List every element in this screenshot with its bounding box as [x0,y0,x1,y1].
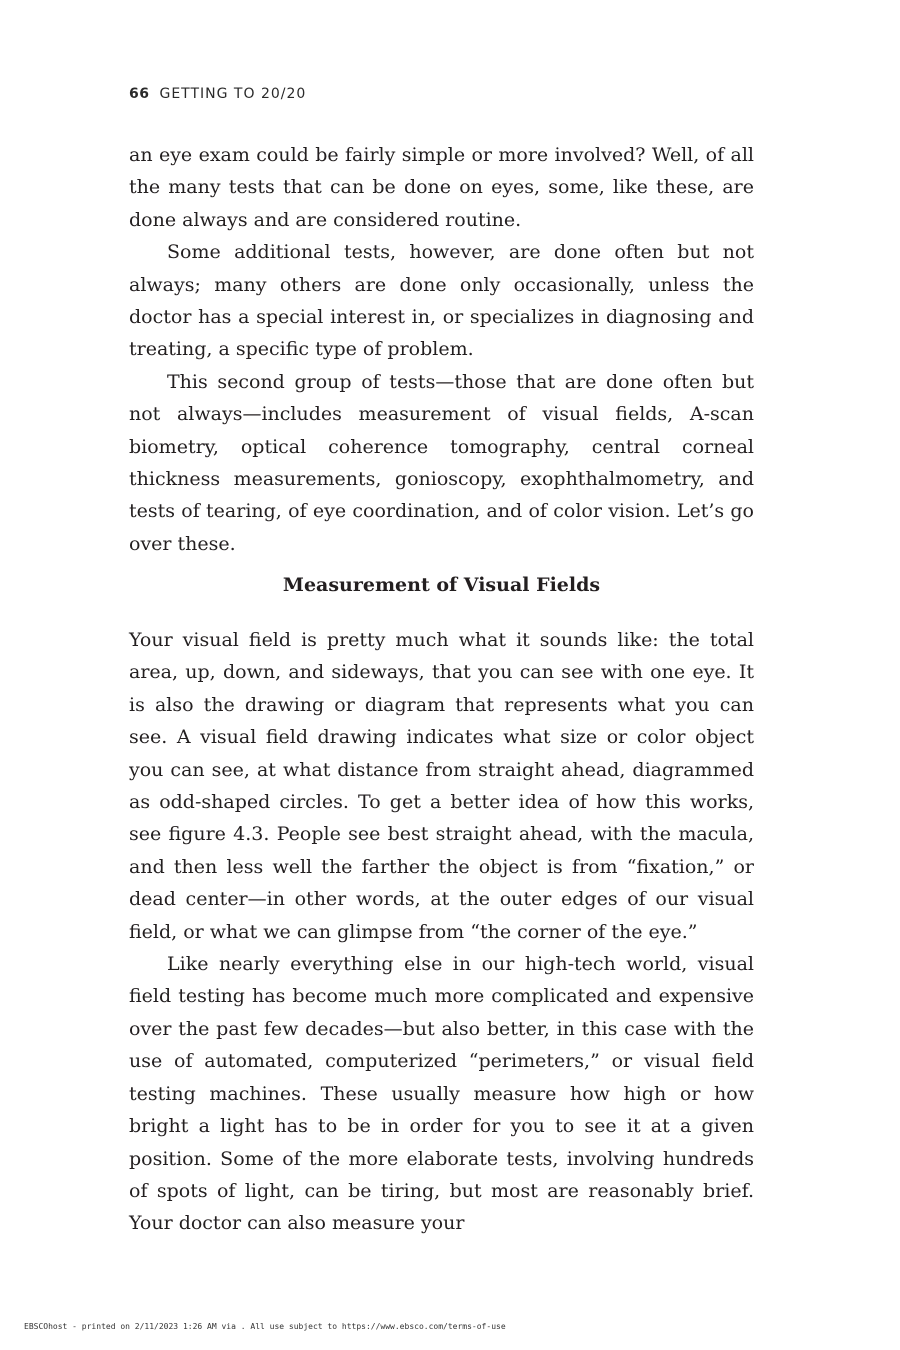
body-text-top [129,139,754,560]
section-heading: Measurement of Visual Fields [282,574,601,596]
print-footer: EBSCOhost - printed on 2/11/2023 1:26 AM via . All use subject to https://www.ebsco.com/terms-of-use [24,1322,506,1331]
paragraph: Your visual field is pretty much what it sounds like: the total area, up, down, and sideways, that you can see with one eye. It is also the drawing or diagram that represents what you can see. A visual field drawing indicates what size or color object you can see, at what distance from straight ahead, diagrammed as odd-shaped circles. To get a better idea of how this works, see figure 4.3. People see best straight ahead, with the macula, and then less well the farther the object is from “fixation,” or dead center—in other words, at the outer edges of our visual field, or what we can glimpse from “the corner of the eye.” [129,629,754,943]
body-text-bottom [129,624,754,1240]
page-number: 66 [129,86,150,102]
running-head [129,84,306,104]
paragraph: Some additional tests, however, are done often but not always; many others are done only occasionally, unless the doctor has a special interest in, or specializes in diagnosing and treating, a specific type of problem. [129,241,754,361]
running-head-title: GETTING TO 20/20 [159,86,307,102]
paragraph: This second group of tests—those that are done often but not always—includes measurement of visual fields, A-scan biometry, optical coherence tomography, central corneal thickness measurements, gonioscopy, exophthalmometry, and tests of tearing, of eye coordination, and of color vision. Let’s go over these. [129,370,754,555]
paragraph: Like nearly everything else in our high-tech world, visual field testing has become much more complicated and expensive over the past few decades—but also better, in this case with the use of automated, computerized “perimeters,” or visual field testing machines. These usually measure how high or how bright a light has to be in order for you to see it at a given position. Some of the more elaborate tests, involving hundreds of spots of light, can be tiring, but most are reasonably brief. Your doctor can also measure your [129,953,754,1235]
paragraph: an eye exam could be fairly simple or more involved? Well, of all the many tests that can be done on eyes, some, like these, are done always and are considered routine. [129,144,754,231]
